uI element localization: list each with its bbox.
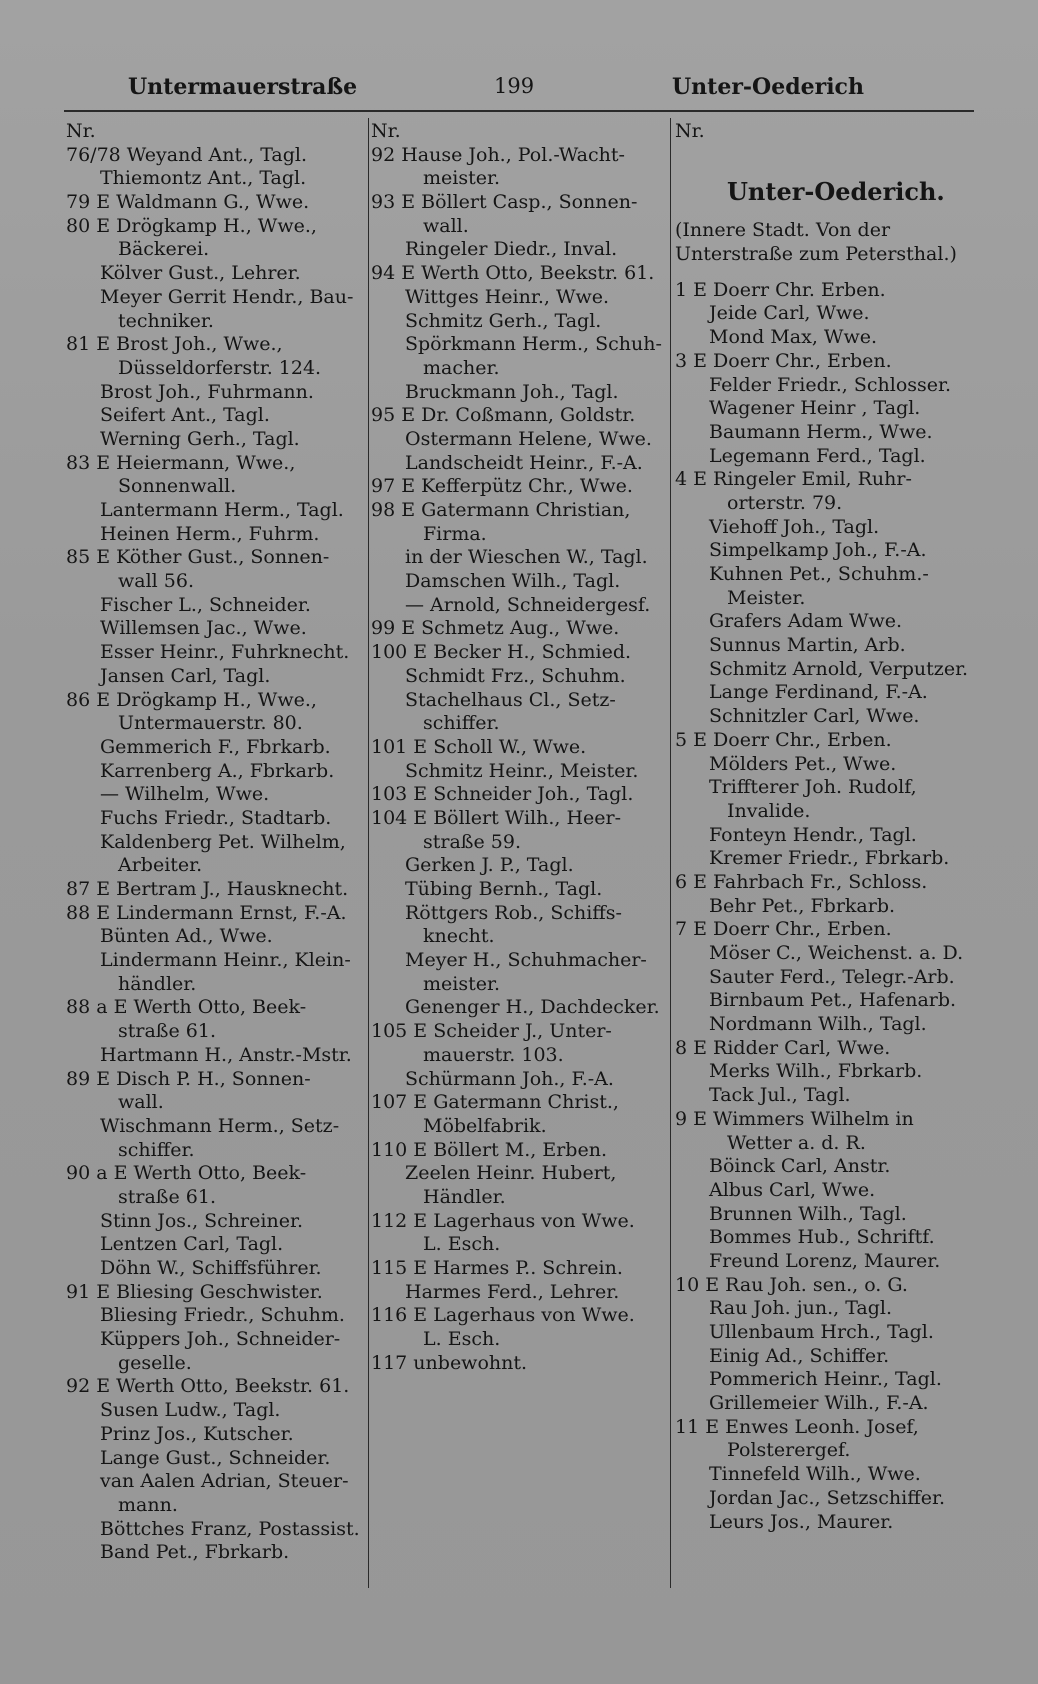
directory-entry: 88 a E Werth Otto, Beek- bbox=[66, 996, 307, 1019]
directory-entry: Leurs Jos., Maurer. bbox=[709, 1510, 894, 1533]
directory-entry: Damschen Wilh., Tagl. bbox=[405, 570, 621, 593]
directory-entry: 7 E Doerr Chr., Erben. bbox=[675, 918, 892, 941]
column-nr-label: Nr. bbox=[66, 120, 96, 142]
directory-entry: Werning Gerh., Tagl. bbox=[100, 427, 300, 450]
entry-continuation: Meister. bbox=[727, 586, 806, 609]
directory-entry: 103 E Schneider Joh., Tagl. bbox=[371, 783, 634, 806]
directory-entry: 11 E Enwes Leonh. Josef, bbox=[675, 1415, 919, 1438]
directory-entry: — Wilhelm, Wwe. bbox=[100, 783, 270, 806]
directory-entry: in der Wieschen W., Tagl. bbox=[405, 546, 648, 569]
directory-entry: 85 E Köther Gust., Sonnen- bbox=[66, 546, 330, 569]
directory-entry: Esser Heinr., Fuhrknecht. bbox=[100, 641, 350, 664]
directory-entry: 92 E Werth Otto, Beekstr. 61. bbox=[66, 1375, 350, 1398]
directory-entry: Sauter Ferd., Telegr.-Arb. bbox=[709, 965, 955, 988]
directory-entry: Triffterer Joh. Rudolf, bbox=[709, 776, 917, 799]
directory-entry: Schmitz Arnold, Verputzer. bbox=[709, 657, 969, 680]
directory-entry: Lange Ferdinand, F.-A. bbox=[709, 681, 928, 704]
directory-entry: 117 unbewohnt. bbox=[371, 1351, 528, 1374]
entry-continuation: mann. bbox=[118, 1493, 178, 1516]
directory-entry: 90 a E Werth Otto, Beek- bbox=[66, 1162, 307, 1185]
directory-entry: Genenger H., Dachdecker. bbox=[405, 996, 660, 1019]
directory-entry: Möser C., Weichenst. a. D. bbox=[709, 942, 964, 965]
directory-entry: Schmitz Heinr., Meister. bbox=[405, 759, 639, 782]
directory-entry: 86 E Drögkamp H., Wwe., bbox=[66, 688, 317, 711]
directory-entry: — Arnold, Schneidergesf. bbox=[405, 593, 651, 616]
directory-entry: 110 E Böllert M., Erben. bbox=[371, 1138, 607, 1161]
directory-entry: Bruckmann Joh., Tagl. bbox=[405, 380, 619, 403]
directory-entry: 83 E Heiermann, Wwe., bbox=[66, 451, 296, 474]
directory-entry: 99 E Schmetz Aug., Wwe. bbox=[371, 617, 620, 640]
directory-entry: 97 E Kefferpütz Chr., Wwe. bbox=[371, 475, 633, 498]
directory-entry: Küppers Joh., Schneider- bbox=[100, 1328, 341, 1351]
entry-continuation: wall. bbox=[423, 214, 469, 237]
directory-entry: 8 E Ridder Carl, Wwe. bbox=[675, 1036, 891, 1059]
directory-entry: 93 E Böllert Casp., Sonnen- bbox=[371, 191, 638, 214]
directory-entry: 1 E Doerr Chr. Erben. bbox=[675, 278, 886, 301]
directory-entry: Grillemeier Wilh., F.-A. bbox=[709, 1392, 929, 1415]
directory-entry: Kölver Gust., Lehrer. bbox=[100, 262, 301, 285]
directory-entry: Fischer L., Schneider. bbox=[100, 593, 311, 616]
directory-entry: Lantermann Herm., Tagl. bbox=[100, 499, 344, 521]
directory-entry: Gemmerich F., Fbrkarb. bbox=[100, 735, 331, 758]
directory-entry: Legemann Ferd., Tagl. bbox=[709, 444, 926, 467]
directory-entry: Lentzen Carl, Tagl. bbox=[100, 1233, 284, 1256]
directory-entry: 104 E Böllert Wilh., Heer- bbox=[371, 806, 622, 829]
directory-entry: Meyer H., Schuhmacher- bbox=[405, 949, 647, 972]
entry-continuation: knecht. bbox=[423, 925, 495, 948]
entry-continuation: geselle. bbox=[118, 1351, 192, 1374]
entry-continuation: Wetter a. d. R. bbox=[727, 1131, 866, 1154]
directory-entry: Wagener Heinr , Tagl. bbox=[709, 397, 921, 420]
directory-entry: Nordmann Wilh., Tagl. bbox=[709, 1013, 927, 1036]
directory-entry: Bünten Ad., Wwe. bbox=[100, 925, 273, 948]
directory-entry: 87 E Bertram J., Hausknecht. bbox=[66, 878, 349, 900]
column-3-nr-label: Nr. bbox=[675, 120, 705, 142]
entry-continuation: händler. bbox=[118, 972, 197, 995]
directory-entry: Thiemontz Ant., Tagl. bbox=[100, 167, 307, 190]
directory-entry: Bliesing Friedr., Schuhm. bbox=[100, 1304, 345, 1327]
directory-entry: Simpelkamp Joh., F.-A. bbox=[709, 539, 927, 562]
directory-entry: Döhn W., Schiffsführer. bbox=[100, 1257, 322, 1279]
directory-entry: Ullenbaum Hrch., Tagl. bbox=[709, 1321, 934, 1344]
column-divider-1 bbox=[368, 118, 369, 1588]
directory-entry: Fuchs Friedr., Stadtarb. bbox=[100, 806, 332, 829]
directory-entry: Jeide Carl, Wwe. bbox=[709, 302, 870, 325]
entry-continuation: Möbelfabrik. bbox=[423, 1114, 547, 1137]
entry-continuation: techniker. bbox=[118, 309, 214, 332]
entry-continuation: meister. bbox=[423, 972, 501, 995]
directory-entry: Birnbaum Pet., Hafenarb. bbox=[709, 989, 957, 1012]
directory-entry: 3 E Doerr Chr., Erben. bbox=[675, 349, 892, 372]
column-2 bbox=[371, 120, 667, 1375]
entry-continuation: orterstr. 79. bbox=[727, 491, 843, 514]
section-subtitle-line: (Innere Stadt. Von der bbox=[675, 219, 891, 242]
directory-entry: Susen Ludw., Tagl. bbox=[100, 1399, 281, 1422]
header-left-street: Untermauerstraße bbox=[128, 74, 358, 100]
directory-entry: Bommes Hub., Schriftf. bbox=[709, 1226, 935, 1249]
directory-entry: 101 E Scholl W., Wwe. bbox=[371, 735, 587, 758]
entry-continuation: Düsseldorferstr. 124. bbox=[118, 356, 322, 379]
directory-entry: Tack Jul., Tagl. bbox=[709, 1084, 851, 1107]
directory-entry: 91 E Bliesing Geschwister. bbox=[66, 1280, 323, 1303]
directory-entry: Albus Carl, Wwe. bbox=[709, 1178, 876, 1201]
entry-continuation: L. Esch. bbox=[423, 1233, 501, 1256]
directory-entry: Schnitzler Carl, Wwe. bbox=[709, 705, 920, 728]
section-subtitle-line: Unterstraße zum Petersthal.) bbox=[675, 243, 957, 266]
directory-entry: Sunnus Martin, Arb. bbox=[709, 634, 906, 657]
entry-continuation: Polsterergef. bbox=[727, 1439, 851, 1462]
directory-entry: 79 E Waldmann G., Wwe. bbox=[66, 191, 310, 214]
directory-entry: 81 E Brost Joh., Wwe., bbox=[66, 333, 283, 356]
directory-entry: Lindermann Heinr., Klein- bbox=[100, 949, 351, 972]
entry-continuation: straße 59. bbox=[423, 830, 521, 853]
entry-continuation: Sonnenwall. bbox=[118, 475, 237, 498]
directory-entry: Rau Joh. jun., Tagl. bbox=[709, 1297, 893, 1320]
entry-continuation: Invalide. bbox=[727, 799, 811, 822]
directory-entry: Fonteyn Hendr., Tagl. bbox=[709, 823, 917, 846]
directory-entry: Zeelen Heinr. Hubert, bbox=[405, 1162, 617, 1185]
directory-entry: Gerken J. P., Tagl. bbox=[405, 854, 574, 877]
directory-entry: Ringeler Diedr., Inval. bbox=[405, 238, 618, 261]
directory-entry: Röttgers Rob., Schiffs- bbox=[405, 901, 622, 924]
column-nr-label: Nr. bbox=[371, 120, 401, 142]
directory-entry: 112 E Lagerhaus von Wwe. bbox=[371, 1209, 635, 1232]
directory-entry: 98 E Gatermann Christian, bbox=[371, 499, 631, 521]
directory-entry: Hartmann H., Anstr.-Mstr. bbox=[100, 1043, 352, 1066]
page-number: 199 bbox=[494, 74, 535, 98]
directory-entry: Ostermann Helene, Wwe. bbox=[405, 427, 652, 450]
directory-entry: Heinen Herm., Fuhrm. bbox=[100, 522, 320, 545]
entry-continuation: schiffer. bbox=[423, 712, 500, 735]
header-rule bbox=[64, 110, 974, 112]
directory-entry: Stinn Jos., Schreiner. bbox=[100, 1209, 303, 1232]
entry-continuation: macher. bbox=[423, 356, 500, 379]
column-divider-2 bbox=[670, 118, 671, 1588]
spacer bbox=[675, 267, 975, 279]
column-3 bbox=[675, 120, 975, 1534]
entry-continuation: Arbeiter. bbox=[118, 854, 203, 877]
directory-entry: Lange Gust., Schneider. bbox=[100, 1446, 331, 1469]
entry-continuation: Untermauerstr. 80. bbox=[118, 712, 303, 735]
directory-entry: 88 E Lindermann Ernst, F.-A. bbox=[66, 901, 347, 924]
directory-entry: Prinz Jos., Kutscher. bbox=[100, 1422, 294, 1445]
directory-entry: 115 E Harmes P.. Schrein. bbox=[371, 1257, 623, 1279]
directory-entry: Kuhnen Pet., Schuhm.- bbox=[709, 563, 929, 586]
directory-entry: Merks Wilh., Fbrkarb. bbox=[709, 1060, 923, 1083]
directory-entry: 5 E Doerr Chr., Erben. bbox=[675, 728, 892, 751]
directory-entry: Freund Lorenz, Maurer. bbox=[709, 1249, 941, 1272]
directory-entry: van Aalen Adrian, Steuer- bbox=[100, 1470, 349, 1493]
entry-continuation: straße 61. bbox=[118, 1185, 216, 1208]
directory-entry: Pommerich Heinr., Tagl. bbox=[709, 1368, 942, 1391]
directory-entry: Jansen Carl, Tagl. bbox=[100, 664, 271, 687]
directory-entry: 107 E Gatermann Christ., bbox=[371, 1091, 619, 1114]
directory-entry: Karrenberg A., Fbrkarb. bbox=[100, 759, 335, 782]
directory-entry: Behr Pet., Fbrkarb. bbox=[709, 894, 896, 917]
directory-entry: 92 Hause Joh., Pol.-Wacht- bbox=[371, 143, 625, 166]
directory-entry: Böinck Carl, Anstr. bbox=[709, 1155, 891, 1178]
entry-continuation: wall. bbox=[118, 1091, 164, 1114]
directory-entry: 95 E Dr. Coßmann, Goldstr. bbox=[371, 404, 636, 427]
section-title: Unter-Oederich. bbox=[727, 179, 945, 204]
column-1 bbox=[66, 120, 368, 1565]
directory-entry: Grafers Adam Wwe. bbox=[709, 610, 903, 633]
directory-entry: Kremer Friedr., Fbrkarb. bbox=[709, 847, 950, 870]
directory-entry: 76/78 Weyand Ant., Tagl. bbox=[66, 143, 308, 166]
entry-continuation: Firma. bbox=[423, 522, 487, 545]
entry-continuation: L. Esch. bbox=[423, 1328, 501, 1351]
directory-entry: Tübing Bernh., Tagl. bbox=[405, 878, 603, 900]
directory-entry: Spörkmann Herm., Schuh- bbox=[405, 333, 662, 356]
directory-entry: Tinnefeld Wilh., Wwe. bbox=[709, 1463, 921, 1486]
directory-entry: Böttches Franz, Postassist. bbox=[100, 1517, 360, 1540]
entry-continuation: Bäckerei. bbox=[118, 238, 210, 261]
entry-continuation: wall 56. bbox=[118, 570, 194, 593]
directory-entry: Meyer Gerrit Hendr., Bau- bbox=[100, 285, 354, 308]
directory-entry: Brost Joh., Fuhrmann. bbox=[100, 380, 314, 403]
entry-continuation: mauerstr. 103. bbox=[423, 1043, 564, 1066]
directory-entry: 116 E Lagerhaus von Wwe. bbox=[371, 1304, 635, 1327]
directory-entry: Wischmann Herm., Setz- bbox=[100, 1114, 340, 1137]
directory-entry: 89 E Disch P. H., Sonnen- bbox=[66, 1067, 311, 1090]
directory-entry: 80 E Drögkamp H., Wwe., bbox=[66, 214, 317, 237]
directory-entry: Landscheidt Heinr., F.-A. bbox=[405, 451, 643, 474]
directory-entry: 100 E Becker H., Schmied. bbox=[371, 641, 632, 664]
header-right-street: Unter-Oederich bbox=[672, 74, 864, 100]
directory-entry: Schürmann Joh., F.-A. bbox=[405, 1067, 614, 1090]
directory-entry: 105 E Scheider J., Unter- bbox=[371, 1020, 612, 1043]
directory-entry: Brunnen Wilh., Tagl. bbox=[709, 1202, 907, 1225]
entry-continuation: meister. bbox=[423, 167, 501, 190]
directory-entry: Kaldenberg Pet. Wilhelm, bbox=[100, 830, 346, 853]
directory-entry: 94 E Werth Otto, Beekstr. 61. bbox=[371, 262, 655, 285]
directory-entry: Einig Ad., Schiffer. bbox=[709, 1344, 890, 1367]
entry-continuation: straße 61. bbox=[118, 1020, 216, 1043]
entry-continuation: schiffer. bbox=[118, 1138, 195, 1161]
directory-entry: Baumann Herm., Wwe. bbox=[709, 420, 933, 443]
directory-entry: Schmidt Frz., Schuhm. bbox=[405, 664, 626, 687]
entry-continuation: Händler. bbox=[423, 1185, 506, 1208]
directory-entry: Mond Max, Wwe. bbox=[709, 326, 877, 349]
directory-entry: Viehoff Joh., Tagl. bbox=[709, 515, 880, 538]
directory-entry: Wittges Heinr., Wwe. bbox=[405, 285, 610, 308]
directory-entry: Willemsen Jac., Wwe. bbox=[100, 617, 307, 640]
directory-entry: Jordan Jac., Setzschiffer. bbox=[709, 1486, 945, 1509]
directory-entry: Stachelhaus Cl., Setz- bbox=[405, 688, 616, 711]
directory-entry: 9 E Wimmers Wilhelm in bbox=[675, 1107, 914, 1130]
directory-entry: Seifert Ant., Tagl. bbox=[100, 404, 270, 427]
directory-entry: 6 E Fahrbach Fr., Schloss. bbox=[675, 870, 928, 893]
directory-entry: Band Pet., Fbrkarb. bbox=[100, 1541, 290, 1564]
directory-entry: Felder Friedr., Schlosser. bbox=[709, 373, 952, 396]
directory-entry: Mölders Pet., Wwe. bbox=[709, 752, 897, 775]
directory-entry: 4 E Ringeler Emil, Ruhr- bbox=[675, 468, 912, 491]
column-3-entries bbox=[675, 279, 975, 1534]
directory-entry: 10 E Rau Joh. sen., o. G. bbox=[675, 1273, 908, 1296]
directory-entry: Schmitz Gerh., Tagl. bbox=[405, 309, 602, 332]
directory-entry: Harmes Ferd., Lehrer. bbox=[405, 1280, 620, 1303]
